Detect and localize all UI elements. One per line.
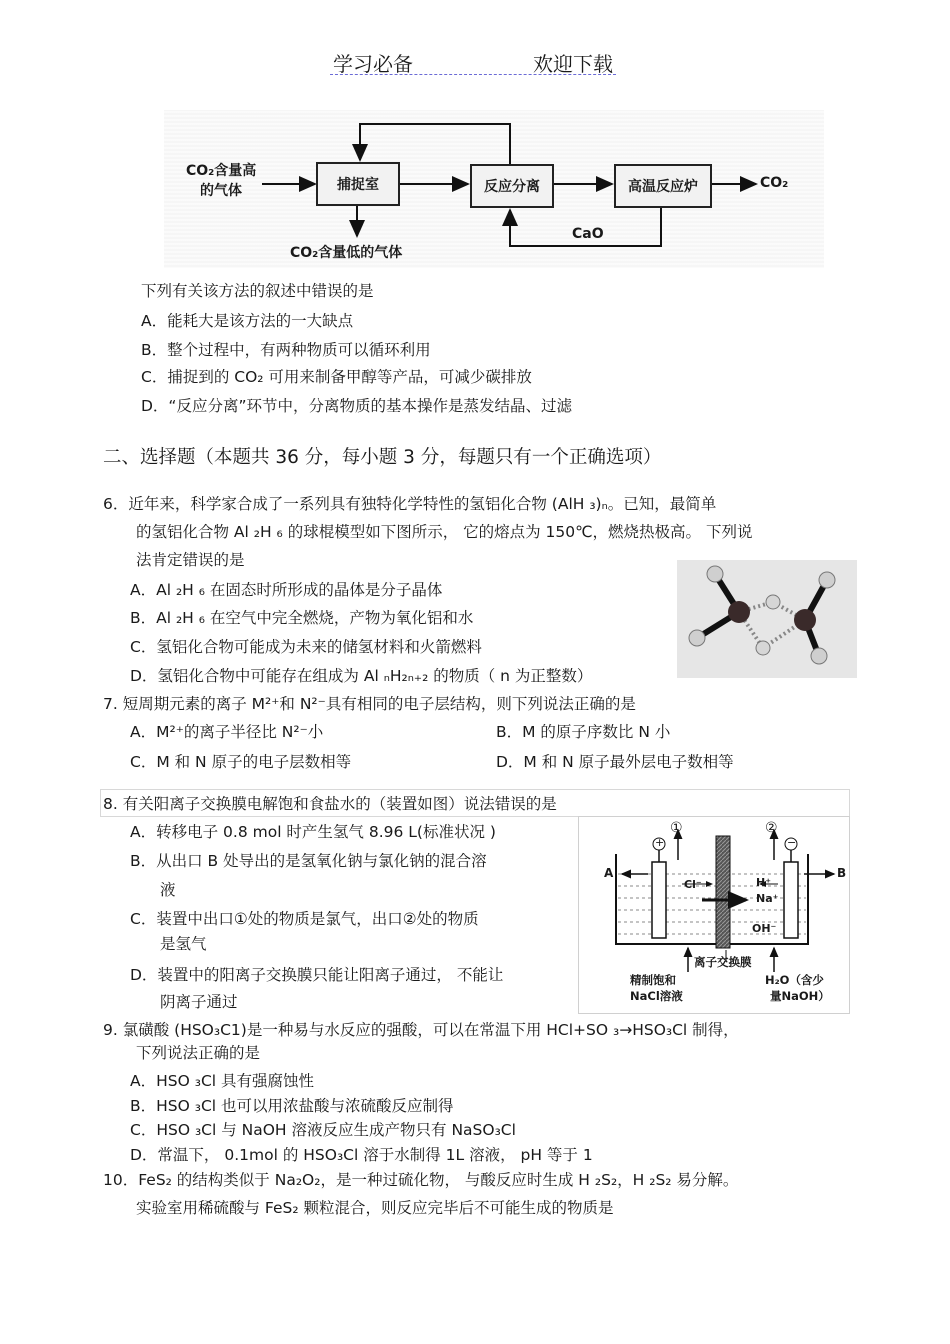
fig-cathode-sign: − [787,836,797,849]
q10-line2: 实验室用稀硫酸与 FeS₂ 颗粒混合，则反应完毕后不可能生成的物质是 [136,1199,614,1217]
flow-box-furnace: 高温反应炉 [614,164,712,208]
fig-outlet-1: ① [670,820,683,836]
q6-option-a: A．Al ₂H ₆ 在固态时所形成的晶体是分子晶体 [130,581,443,599]
fig-outlet-b: B [837,866,847,880]
q6-line1: 6．近年来，科学家合成了一系列具有独特化学特性的氢铝化合物 (AlH ₃)ₙ。已知，最简单 [103,495,717,513]
q6-line2: 的氢铝化合物 Al ₂H ₆ 的球棍模型如下图所示， 它的熔点为 150℃，燃烧热极高。 下列说 [136,523,753,541]
q7-option-d: D．M 和 N 原子最外层电子数相等 [496,753,734,771]
fig-membrane-label: 离子交换膜 [694,955,752,969]
header-right: 欢迎下载 [533,52,613,76]
q5-stem: 下列有关该方法的叙述中错误的是 [141,282,374,300]
q8-option-b-line1: B．从出口 B 处导出的是氢氧化钠与氯化钠的混合溶 [130,852,487,870]
flow-output-label: CO₂ [760,175,789,191]
q6-option-d: D．氢铝化合物中可能存在组成为 Al ₙH₂ₙ₊₂ 的物质（ n 为正整数） [130,667,593,685]
q7-option-b: B．M 的原子序数比 N 小 [496,723,671,741]
q9-option-d: D．常温下， 0.1mol 的 HSO₃Cl 溶于水制得 1L 溶液， pH 等于 1 [130,1146,593,1164]
fig-left-inlet-line2: NaCl溶液 [630,989,683,1003]
header-left: 学习必备 [333,52,413,76]
section-heading: 二、选择题（本题共 36 分，每小题 3 分，每题只有一个正确选项） [103,447,662,468]
q6-line3: 法肯定错误的是 [136,551,245,569]
flow-box-capture: 捕捉室 [316,162,400,206]
fig-left-inlet-line1: 精制饱和 [630,973,676,987]
q5-option-b: B．整个过程中，有两种物质可以循环利用 [141,341,431,359]
q5-option-d: D．“反应分离”环节中，分离物质的基本操作是蒸发结晶、过滤 [141,397,572,415]
flow-diagram-arrows [0,0,950,300]
fig-outlet-a: A [604,866,614,880]
q7-stem: 7. 短周期元素的离子 M²⁺和 N²⁻具有相同的电子层结构，则下列说法正确的是 [103,695,636,713]
q5-option-a: A．能耗大是该方法的一大缺点 [141,312,354,330]
q8-option-a: A．转移电子 0.8 mol 时产生氢气 8.96 L(标准状况 ) [130,823,496,841]
flow-input-label-line2: 的气体 [200,183,242,199]
q9-option-b: B．HSO ₃Cl 也可以用浓盐酸与浓硫酸反应制得 [130,1097,454,1115]
fig-ion-cl: Cl⁻ [684,878,702,891]
fig-ion-oh: OH⁻ [752,922,777,935]
fig-right-inlet-line1: H₂O（含少 [765,973,824,987]
fig-ion-na: Na⁺ [756,892,779,905]
q8-option-b-line2: 液 [160,881,176,899]
q8-option-c-line1: C．装置中出口①处的物质是氯气，出口②处的物质 [130,910,479,928]
flow-low-gas-label: CO₂含量低的气体 [290,245,403,261]
q7-option-c: C．M 和 N 原子的电子层数相等 [130,753,352,771]
al2h6-ball-stick-model [677,560,857,678]
q6-option-c: C．氢铝化合物可能成为未来的储氢材料和火箭燃料 [130,638,482,656]
fig-outlet-2: ② [765,820,778,836]
fig-right-inlet-line2: 量NaOH） [770,989,830,1003]
flow-box-separation: 反应分离 [470,164,554,208]
q5-option-c: C．捕捉到的 CO₂ 可用来制备甲醇等产品，可减少碳排放 [141,368,532,386]
q9-option-a: A．HSO ₃Cl 具有强腐蚀性 [130,1072,314,1090]
q10-line1: 10．FeS₂ 的结构类似于 Na₂O₂，是一种过硫化物， 与酸反应时生成 H ₂S₂，H ₂S₂ 易分解。 [103,1171,739,1189]
q8-option-d-line1: D．装置中的阳离子交换膜只能让阳离子通过， 不能让 [130,966,504,984]
q8-stem: 8. 有关阳离子交换膜电解饱和食盐水的（装置如图）说法错误的是 [103,795,557,813]
fig-anode-sign: + [655,836,665,849]
q8-option-c-line2: 是氢气 [160,935,207,953]
flow-input-label-line1: CO₂含量高 [186,163,257,179]
q9-option-c: C．HSO ₃Cl 与 NaOH 溶液反应生成产物只有 NaSO₃Cl [130,1121,516,1139]
fig-ion-h: H⁺ [756,876,772,889]
q6-option-b: B．Al ₂H ₆ 在空气中完全燃烧，产物为氧化铝和水 [130,609,474,627]
q7-option-a: A．M²⁺的离子半径比 N²⁻小 [130,723,324,741]
flow-cao-label: CaO [572,226,604,242]
q8-option-d-line2: 阴离子通过 [160,993,238,1011]
q9-line1: 9. 氯磺酸 (HSO₃C1)是一种易与水反应的强酸，可以在常温下用 HCl+SO ₃→HSO₃Cl 制得， [103,1021,739,1039]
q9-line2: 下列说法正确的是 [136,1044,261,1062]
